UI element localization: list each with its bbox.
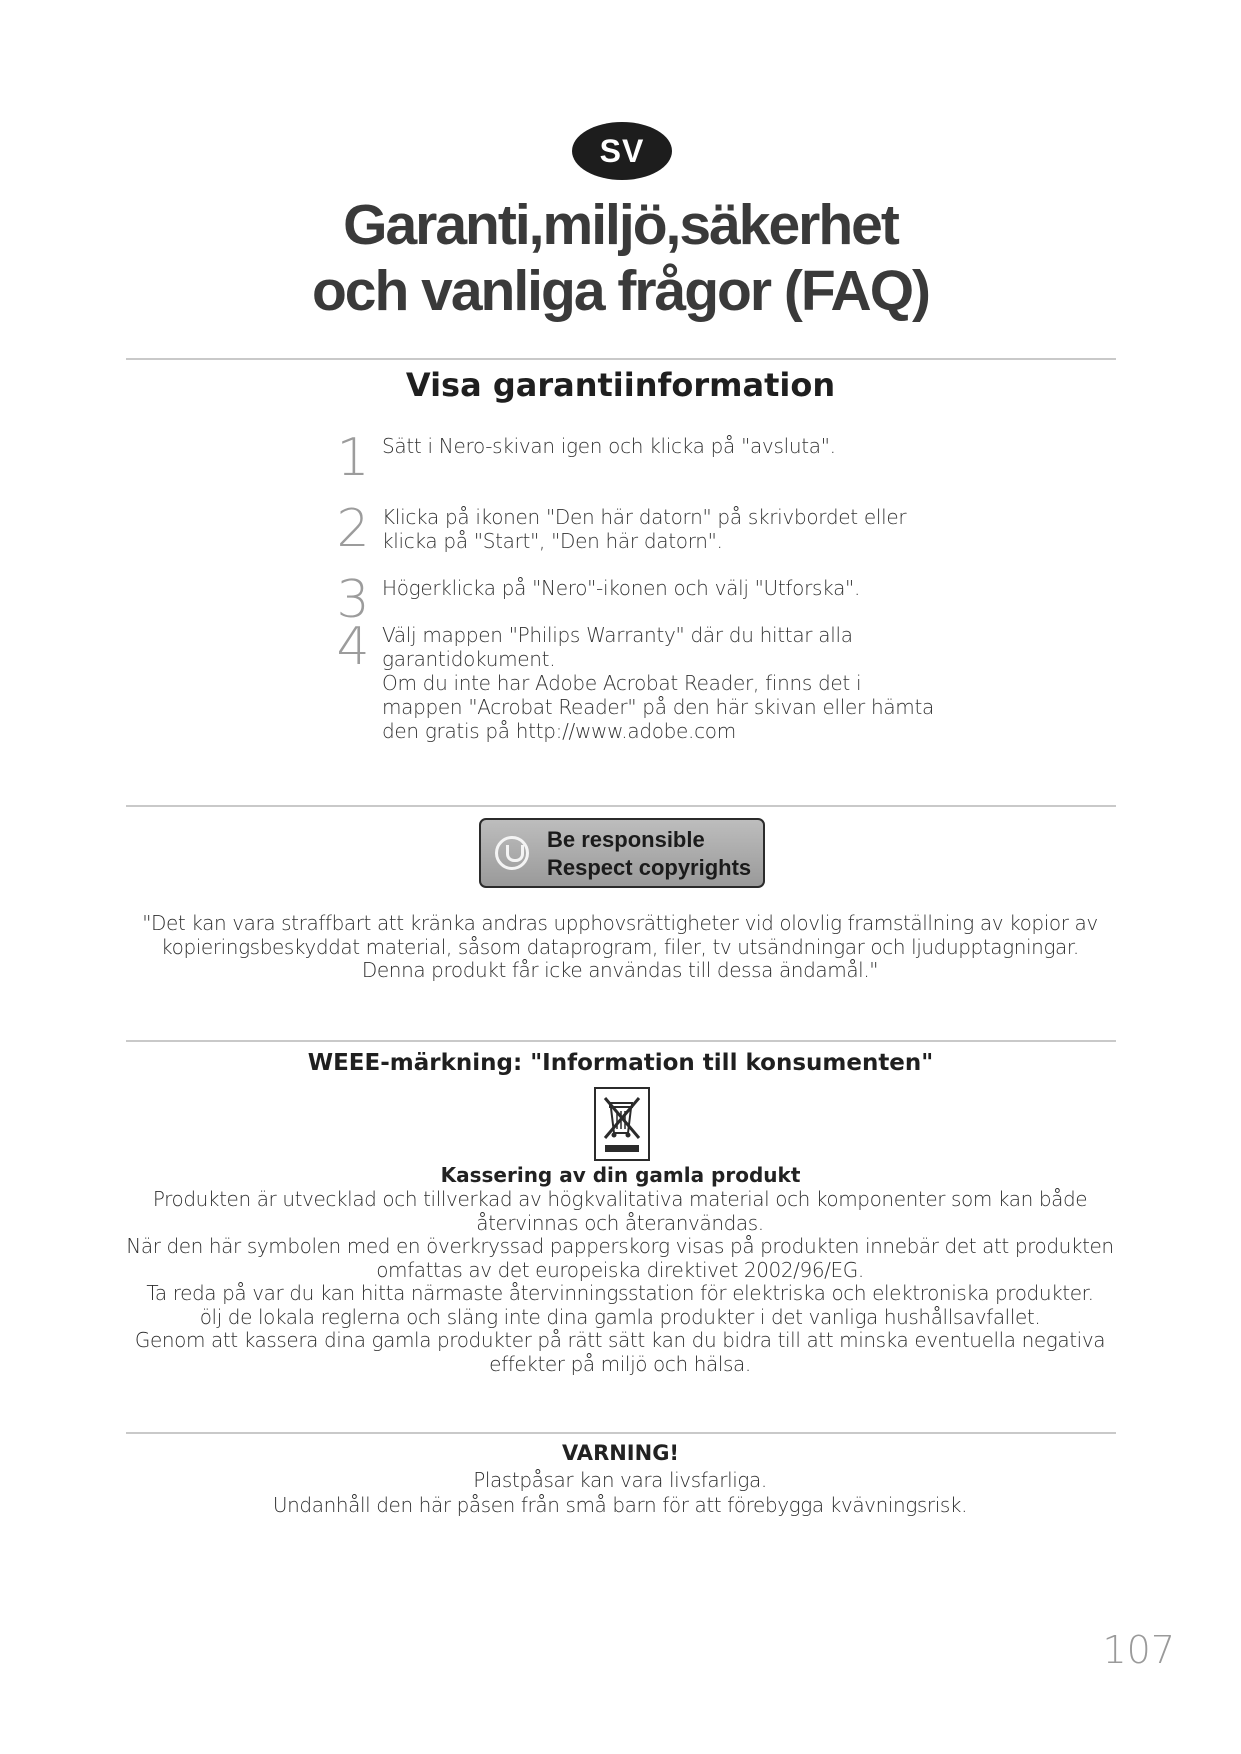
divider — [126, 358, 1116, 360]
be-responsible-logo — [479, 818, 765, 888]
weee-subheading: Kassering av din gamla produkt — [440, 1163, 801, 1187]
text-line: Produkten är utvecklad och tillverkad av högkvalitativa material och komponenter som kan både — [152, 1187, 1088, 1211]
step-text — [382, 505, 942, 553]
step-line: Högerklicka på "Nero"-ikonen och välj "Utforska". — [382, 576, 860, 600]
text-line: effekter på miljö och hälsa. — [489, 1351, 751, 1376]
text-line: kopieringsbeskyddat material, såsom dataprogram, filer, tv utsändningar och ljudupptagningar. — [161, 934, 1079, 959]
divider — [126, 805, 1116, 807]
text-line: När den här symbolen med en överkryssad papperskorg visas på produkten innebär det att produkten — [126, 1234, 1114, 1258]
step-number: 3 — [336, 570, 370, 630]
step-text — [382, 576, 942, 600]
warning-heading: VARNING! — [561, 1441, 680, 1465]
page-number: 107 — [1102, 1628, 1175, 1672]
step-text — [382, 434, 942, 458]
step-number: 4 — [336, 617, 370, 677]
logo-line-2: Respect copyrights — [547, 855, 752, 880]
warranty-heading: Visa garantiinformation — [405, 366, 836, 404]
text-line: Ta reda på var du kan hitta närmaste återvinningsstation för elektriska och elektroniska produkter. — [146, 1281, 1094, 1305]
copyright-notice — [120, 912, 1120, 983]
text-line: Undanhåll den här påsen från små barn för att förebygga kvävningsrisk. — [272, 1493, 968, 1517]
step-line: den gratis på http://www.adobe.com — [382, 719, 736, 743]
page-title-line-1: Garanti,miljö,säkerhet — [343, 193, 898, 257]
power-icon — [495, 836, 529, 870]
step-line: Om du inte har Adobe Acrobat Reader, finns det i — [382, 671, 862, 695]
page-title-line-2: och vanliga frågor (FAQ) — [311, 259, 930, 323]
step-number: 2 — [336, 499, 370, 559]
step-line: Klicka på ikonen "Den här datorn" på skrivbordet eller — [382, 505, 907, 529]
step-line: klicka på "Start", "Den här datorn". — [382, 529, 723, 553]
language-badge: SV — [572, 122, 672, 180]
step-number: 1 — [336, 428, 370, 488]
step-line: Sätt i Nero-skivan igen och klicka på "avsluta". — [382, 434, 836, 458]
divider — [126, 1432, 1116, 1434]
text-line: omfattas av det europeiska direktivet 2002/96/EG. — [376, 1257, 864, 1282]
warning-text — [120, 1468, 1120, 1518]
step-text — [382, 623, 942, 743]
text-line: återvinnas och återanvändas. — [476, 1210, 764, 1235]
page-title — [0, 192, 1241, 324]
text-line: Genom att kassera dina gamla produkter på rätt sätt kan du bidra till att minska eventuella negativa — [134, 1328, 1106, 1352]
step-line: garantidokument. — [382, 647, 556, 671]
step-line: Välj mappen "Philips Warranty" där du hittar alla — [382, 623, 853, 647]
weee-heading: WEEE-märkning: "Information till konsumenten" — [307, 1050, 934, 1076]
text-line: Plastpåsar kan vara livsfarliga. — [473, 1468, 767, 1492]
text-line: ölj de lokala reglerna och släng inte dina gamla produkter i det vanliga hushållsavfallet. — [199, 1304, 1041, 1329]
logo-line-1: Be responsible — [547, 827, 705, 852]
text-line: Denna produkt får icke användas till dessa ändamål." — [361, 958, 879, 982]
divider — [126, 1040, 1116, 1042]
step-line: mappen "Acrobat Reader" på den här skivan eller hämta — [382, 695, 934, 719]
text-line: "Det kan vara straffbart att kränka andras upphovsrättigheter vid olovlig framställning av kopior av — [142, 911, 1098, 935]
weee-text — [120, 1188, 1120, 1376]
wheelie-bin-svg — [596, 1089, 648, 1159]
crossed-out-wheelie-bin-icon — [594, 1087, 650, 1161]
